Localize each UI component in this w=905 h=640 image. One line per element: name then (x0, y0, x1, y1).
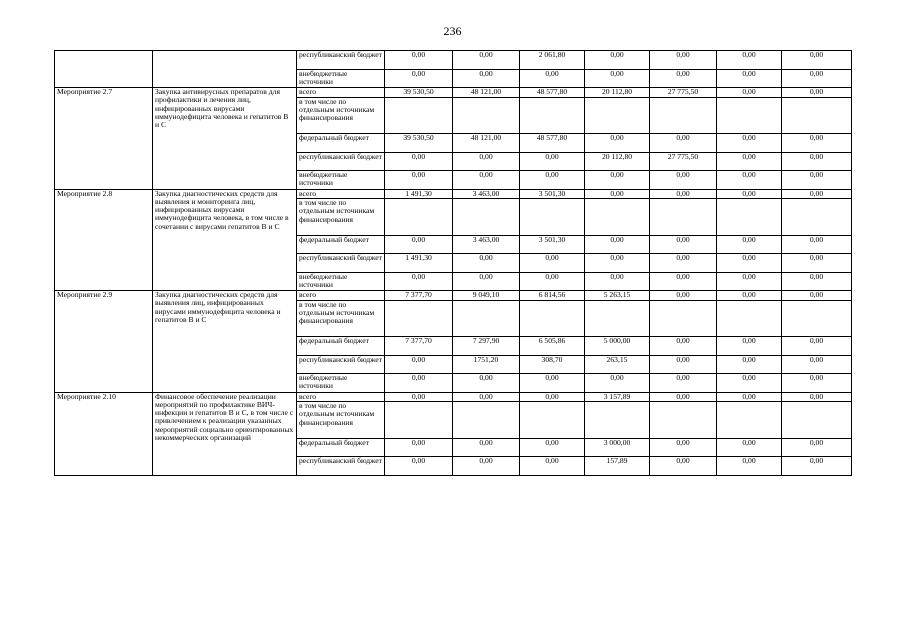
value-cell: 48 577,80 (520, 134, 585, 153)
value-cell: 0,00 (650, 374, 717, 393)
value-cell: 0,00 (782, 438, 852, 457)
value-cell: 0,00 (717, 392, 782, 402)
value-cell: 0,00 (385, 272, 453, 291)
value-cell (782, 402, 852, 439)
value-cell: 0,00 (385, 438, 453, 457)
funding-source-cell: всего (297, 392, 385, 402)
funding-source-cell: республиканский бюджет (297, 355, 385, 374)
table-row (55, 189, 852, 199)
value-cell: 0,00 (782, 189, 852, 199)
funding-source-cell: внебюджетные источники (297, 171, 385, 190)
value-cell (585, 402, 650, 439)
value-cell: 0,00 (782, 355, 852, 374)
event-label-cell: Мероприятие 2.7 (55, 88, 153, 190)
value-cell: 1751,20 (453, 355, 520, 374)
value-cell: 0,00 (650, 438, 717, 457)
value-cell (650, 199, 717, 236)
event-label-cell: Мероприятие 2.9 (55, 291, 153, 393)
value-cell (585, 199, 650, 236)
budget-table (54, 50, 852, 476)
value-cell: 3 463,00 (453, 189, 520, 199)
value-cell: 0,00 (650, 392, 717, 402)
value-cell: 9 049,10 (453, 291, 520, 301)
value-cell: 263,15 (585, 355, 650, 374)
value-cell: 5 000,00 (585, 337, 650, 356)
value-cell: 3 000,00 (585, 438, 650, 457)
value-cell: 0,00 (717, 355, 782, 374)
funding-source-cell: федеральный бюджет (297, 134, 385, 153)
value-cell (520, 199, 585, 236)
value-cell: 5 263,15 (585, 291, 650, 301)
value-cell (782, 97, 852, 134)
value-cell: 0,00 (585, 51, 650, 70)
value-cell: 0,00 (650, 51, 717, 70)
value-cell: 0,00 (782, 337, 852, 356)
value-cell: 0,00 (782, 374, 852, 393)
value-cell: 0,00 (782, 291, 852, 301)
value-cell (453, 199, 520, 236)
value-cell (585, 300, 650, 337)
funding-source-cell: внебюджетные источники (297, 374, 385, 393)
value-cell: 0,00 (717, 69, 782, 88)
value-cell: 1 491,30 (385, 189, 453, 199)
value-cell: 0,00 (650, 355, 717, 374)
value-cell: 39 530,50 (385, 88, 453, 98)
value-cell: 0,00 (453, 438, 520, 457)
value-cell: 0,00 (650, 189, 717, 199)
value-cell (453, 97, 520, 134)
value-cell: 0,00 (585, 134, 650, 153)
value-cell (650, 97, 717, 134)
value-cell: 0,00 (453, 171, 520, 190)
page-number: 236 (443, 24, 462, 38)
value-cell: 0,00 (650, 457, 717, 476)
value-cell: 0,00 (717, 51, 782, 70)
value-cell: 0,00 (650, 134, 717, 153)
funding-source-cell: федеральный бюджет (297, 337, 385, 356)
value-cell: 3 501,30 (520, 189, 585, 199)
event-label-cell: Мероприятие 2.8 (55, 189, 153, 291)
value-cell: 0,00 (453, 374, 520, 393)
value-cell: 0,00 (520, 171, 585, 190)
funding-source-cell: всего (297, 88, 385, 98)
value-cell: 0,00 (520, 457, 585, 476)
value-cell (717, 402, 782, 439)
event-description-cell (153, 51, 297, 88)
funding-source-cell: республиканский бюджет (297, 254, 385, 273)
value-cell: 0,00 (650, 337, 717, 356)
value-cell (385, 97, 453, 134)
value-cell: 0,00 (520, 272, 585, 291)
funding-source-cell: федеральный бюджет (297, 235, 385, 254)
value-cell: 0,00 (385, 51, 453, 70)
event-label-cell (55, 51, 153, 88)
funding-source-cell: федеральный бюджет (297, 438, 385, 457)
value-cell: 0,00 (650, 291, 717, 301)
value-cell: 0,00 (782, 134, 852, 153)
value-cell (650, 402, 717, 439)
value-cell: 0,00 (782, 392, 852, 402)
value-cell: 0,00 (385, 171, 453, 190)
value-cell: 0,00 (782, 457, 852, 476)
table-row (55, 291, 852, 301)
value-cell: 0,00 (585, 171, 650, 190)
value-cell: 3 157,89 (585, 392, 650, 402)
value-cell (650, 300, 717, 337)
value-cell: 0,00 (782, 171, 852, 190)
value-cell (717, 97, 782, 134)
funding-source-cell: республиканский бюджет (297, 51, 385, 70)
value-cell: 0,00 (782, 152, 852, 171)
value-cell: 0,00 (717, 272, 782, 291)
value-cell: 0,00 (782, 235, 852, 254)
funding-source-cell: всего (297, 189, 385, 199)
value-cell (385, 402, 453, 439)
value-cell: 1 491,30 (385, 254, 453, 273)
value-cell: 39 530,50 (385, 134, 453, 153)
value-cell: 0,00 (385, 355, 453, 374)
value-cell: 0,00 (717, 152, 782, 171)
value-cell: 0,00 (520, 392, 585, 402)
value-cell: 0,00 (520, 69, 585, 88)
value-cell: 0,00 (385, 392, 453, 402)
table-body (55, 51, 852, 476)
value-cell: 0,00 (453, 272, 520, 291)
value-cell: 0,00 (717, 189, 782, 199)
value-cell: 3 501,30 (520, 235, 585, 254)
value-cell: 0,00 (717, 291, 782, 301)
value-cell: 48 121,00 (453, 134, 520, 153)
value-cell (717, 300, 782, 337)
value-cell: 2 061,80 (520, 51, 585, 70)
value-cell: 0,00 (385, 235, 453, 254)
value-cell: 0,00 (453, 254, 520, 273)
value-cell: 0,00 (453, 51, 520, 70)
event-description-cell: Закупка диагностических средств для выявления лиц, инфицированных вирусами иммунодефицита человека и гепатитов В и С (153, 291, 297, 393)
value-cell: 0,00 (585, 69, 650, 88)
table-row (55, 51, 852, 70)
value-cell (520, 97, 585, 134)
value-cell: 0,00 (520, 152, 585, 171)
value-cell: 0,00 (453, 152, 520, 171)
funding-source-cell: в том числе по отдельным источникам финансирования (297, 97, 385, 134)
funding-source-cell: внебюджетные источники (297, 272, 385, 291)
value-cell: 0,00 (453, 457, 520, 476)
value-cell: 0,00 (717, 88, 782, 98)
value-cell (782, 199, 852, 236)
funding-source-cell: в том числе по отдельным источникам финансирования (297, 199, 385, 236)
value-cell: 27 775,50 (650, 152, 717, 171)
value-cell: 0,00 (650, 69, 717, 88)
value-cell (717, 199, 782, 236)
value-cell: 0,00 (717, 337, 782, 356)
event-description-cell: Закупка диагностических средств для выявления и мониторинга лиц, инфицированных вирусами иммунодефицита человека, в том числе в сочетании с вирусами гепатитов В и С (153, 189, 297, 291)
value-cell: 0,00 (650, 272, 717, 291)
value-cell: 7 377,70 (385, 337, 453, 356)
funding-source-cell: республиканский бюджет (297, 457, 385, 476)
value-cell: 0,00 (520, 254, 585, 273)
value-cell: 7 297,90 (453, 337, 520, 356)
value-cell: 20 112,80 (585, 88, 650, 98)
value-cell: 0,00 (782, 51, 852, 70)
value-cell (782, 300, 852, 337)
value-cell (520, 300, 585, 337)
event-description-cell: Финансовое обеспечение реализации мероприятий по профилактике ВИЧ-инфекции и гепатитов В и С, в том числе с привлечением к реализации указанных мероприятий социально ориентированных некоммерческих организаций (153, 392, 297, 475)
value-cell: 0,00 (585, 235, 650, 254)
value-cell (453, 300, 520, 337)
value-cell: 308,70 (520, 355, 585, 374)
value-cell: 0,00 (650, 235, 717, 254)
event-description-cell: Закупка антивирусных препаратов для профилактики и лечения лиц, инфицированных вирусами иммунодефицита человека и гепатитов В и С (153, 88, 297, 190)
value-cell: 0,00 (385, 374, 453, 393)
event-label-cell: Мероприятие 2.10 (55, 392, 153, 475)
value-cell: 0,00 (717, 171, 782, 190)
value-cell: 157,89 (585, 457, 650, 476)
value-cell: 0,00 (585, 189, 650, 199)
value-cell: 0,00 (717, 374, 782, 393)
value-cell: 3 463,00 (453, 235, 520, 254)
value-cell: 0,00 (385, 457, 453, 476)
funding-source-cell: в том числе по отдельным источникам финансирования (297, 300, 385, 337)
table-row (55, 392, 852, 402)
value-cell: 0,00 (717, 254, 782, 273)
value-cell: 0,00 (453, 392, 520, 402)
value-cell: 0,00 (717, 457, 782, 476)
value-cell: 7 377,70 (385, 291, 453, 301)
value-cell (585, 97, 650, 134)
value-cell: 0,00 (585, 374, 650, 393)
value-cell: 6 505,86 (520, 337, 585, 356)
value-cell: 20 112,80 (585, 152, 650, 171)
value-cell: 0,00 (782, 254, 852, 273)
value-cell: 0,00 (385, 69, 453, 88)
value-cell (520, 402, 585, 439)
value-cell (385, 199, 453, 236)
table-row (55, 88, 852, 98)
value-cell: 48 577,80 (520, 88, 585, 98)
value-cell: 0,00 (782, 69, 852, 88)
value-cell: 0,00 (585, 254, 650, 273)
value-cell: 48 121,00 (453, 88, 520, 98)
funding-source-cell: в том числе по отдельным источникам финансирования (297, 402, 385, 439)
value-cell (453, 402, 520, 439)
value-cell: 0,00 (453, 69, 520, 88)
value-cell: 0,00 (717, 438, 782, 457)
value-cell: 0,00 (650, 171, 717, 190)
funding-source-cell: внебюджетные источники (297, 69, 385, 88)
value-cell: 0,00 (782, 272, 852, 291)
value-cell: 0,00 (520, 374, 585, 393)
funding-source-cell: всего (297, 291, 385, 301)
value-cell: 0,00 (717, 134, 782, 153)
value-cell (385, 300, 453, 337)
value-cell: 27 775,50 (650, 88, 717, 98)
value-cell: 0,00 (782, 88, 852, 98)
value-cell: 0,00 (717, 235, 782, 254)
value-cell: 0,00 (520, 438, 585, 457)
value-cell: 0,00 (585, 272, 650, 291)
funding-source-cell: республиканский бюджет (297, 152, 385, 171)
value-cell: 0,00 (650, 254, 717, 273)
value-cell: 6 814,56 (520, 291, 585, 301)
value-cell: 0,00 (385, 152, 453, 171)
